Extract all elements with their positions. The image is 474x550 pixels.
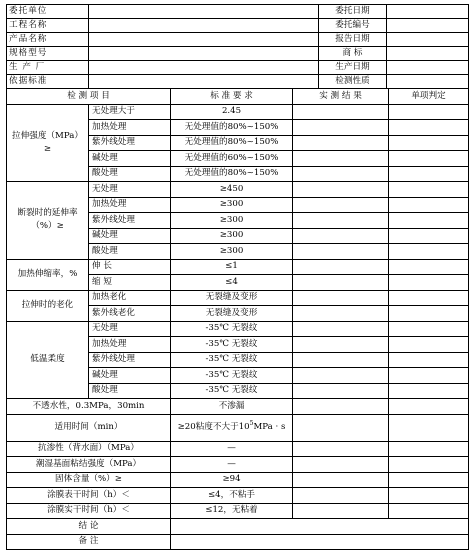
wet-bond-strength-label: 潮湿基面粘结强度（MPa）	[7, 457, 171, 473]
judgement-cell	[389, 503, 469, 519]
heat-stretch-label: 加热伸缩率，%	[7, 259, 89, 290]
product-name-label: 产品名称	[7, 33, 89, 47]
standard-cell: -35℃ 无裂纹	[171, 352, 293, 368]
product-name-value	[89, 33, 319, 47]
trademark-label: 商 标	[319, 47, 387, 61]
standard-cell: ≤12，无粘着	[171, 503, 293, 519]
production-date-label: 生产日期	[319, 61, 387, 75]
table-row	[7, 182, 469, 198]
condition-cell: 加热处理	[89, 120, 171, 136]
standard-cell: 无处理值的80%~150%	[171, 120, 293, 136]
column-header-row	[7, 89, 469, 105]
judgement-cell	[389, 306, 469, 322]
standard-cell: -35℃ 无裂纹	[171, 337, 293, 353]
result-cell	[293, 290, 389, 306]
header-row	[7, 47, 469, 61]
standard-cell: ≤4，不粘手	[171, 488, 293, 504]
remarks-label: 备 注	[7, 534, 171, 550]
standard-cell: 无处理值的80%~150%	[171, 166, 293, 182]
test-nature-label: 检测性质	[319, 75, 387, 89]
condition-cell: 无处理大于	[89, 104, 171, 120]
project-name-label: 工程名称	[7, 19, 89, 33]
condition-cell: 无处理	[89, 321, 171, 337]
table-row	[7, 441, 469, 457]
commission-number-label: 委托编号	[319, 19, 387, 33]
table-row	[7, 414, 469, 441]
condition-cell: 碱处理	[89, 368, 171, 384]
standard-cell: —	[171, 441, 293, 457]
header-row	[7, 75, 469, 89]
judgement-cell	[389, 441, 469, 457]
condition-cell: 碱处理	[89, 228, 171, 244]
condition-cell: 加热老化	[89, 290, 171, 306]
basis-standard-value	[89, 75, 319, 89]
result-cell	[293, 368, 389, 384]
remarks-value	[171, 534, 469, 550]
table-row	[7, 290, 469, 306]
tensile-strength-label: 拉伸强度（MPa）≥	[7, 104, 89, 182]
condition-cell: 酸处理	[89, 244, 171, 260]
standard-cell: ≥300	[171, 197, 293, 213]
result-cell	[293, 244, 389, 260]
judgement-cell	[389, 166, 469, 182]
basis-standard-label: 依据标准	[7, 75, 89, 89]
standard-cell: 无裂缝及变形	[171, 306, 293, 322]
report-header-table	[6, 4, 469, 89]
standard-cell: -35℃ 无裂纹	[171, 321, 293, 337]
result-cell	[293, 488, 389, 504]
condition-cell: 加热处理	[89, 197, 171, 213]
column-header-standard: 标 准 要 求	[171, 89, 293, 105]
header-row	[7, 5, 469, 19]
standard-cell: ≥450	[171, 182, 293, 198]
result-cell	[293, 120, 389, 136]
judgement-cell	[389, 414, 469, 441]
impermeability-label: 不透水性，0.3MPa，30min	[7, 399, 171, 415]
conclusion-value	[171, 519, 469, 535]
standard-cell: ≤1	[171, 259, 293, 275]
production-date-value	[387, 61, 469, 75]
conclusion-label: 结 论	[7, 519, 171, 535]
judgement-cell	[389, 399, 469, 415]
result-cell	[293, 135, 389, 151]
condition-cell: 无处理	[89, 182, 171, 198]
result-cell	[293, 197, 389, 213]
model-spec-label: 规格型号	[7, 47, 89, 61]
condition-cell: 碱处理	[89, 151, 171, 167]
table-row	[7, 472, 469, 488]
report-date-value	[387, 33, 469, 47]
result-cell	[293, 259, 389, 275]
conclusion-row	[7, 519, 469, 535]
condition-cell: 伸 长	[89, 259, 171, 275]
standard-cell: 无处理值的80%~150%	[171, 135, 293, 151]
standard-cell: ≤4	[171, 275, 293, 291]
result-cell	[293, 399, 389, 415]
result-cell	[293, 337, 389, 353]
judgement-cell	[389, 197, 469, 213]
stretch-aging-label: 拉伸时的老化	[7, 290, 89, 321]
result-cell	[293, 472, 389, 488]
working-time-label: 适用时间（min）	[7, 414, 171, 441]
result-cell	[293, 457, 389, 473]
result-cell	[293, 275, 389, 291]
working-time-std-suffix: MPa · s	[253, 422, 286, 433]
working-time-std-prefix: ≥20粘度不大于10	[177, 422, 250, 433]
judgement-cell	[389, 104, 469, 120]
manufacturer-label: 生 产 厂	[7, 61, 89, 75]
judgement-cell	[389, 352, 469, 368]
standard-cell: -35℃ 无裂纹	[171, 368, 293, 384]
table-row	[7, 488, 469, 504]
model-spec-value	[89, 47, 319, 61]
standard-cell: 无裂缝及变形	[171, 290, 293, 306]
result-cell	[293, 441, 389, 457]
judgement-cell	[389, 368, 469, 384]
commission-date-value	[387, 5, 469, 19]
judgement-cell	[389, 182, 469, 198]
surface-dry-time-label: 涂膜表干时间（h）＜	[7, 488, 171, 504]
judgement-cell	[389, 135, 469, 151]
condition-cell: 紫外线老化	[89, 306, 171, 322]
judgement-cell	[389, 290, 469, 306]
condition-cell: 缩 短	[89, 275, 171, 291]
table-row	[7, 259, 469, 275]
judgement-cell	[389, 337, 469, 353]
working-time-std-exponent: 5	[249, 420, 254, 428]
standard-cell: —	[171, 457, 293, 473]
column-header-judgement: 单项判定	[389, 89, 469, 105]
table-row	[7, 503, 469, 519]
judgement-cell	[389, 228, 469, 244]
trademark-value	[387, 47, 469, 61]
condition-cell: 加热处理	[89, 337, 171, 353]
judgement-cell	[389, 244, 469, 260]
project-name-value	[89, 19, 319, 33]
elongation-label: 断裂时的延伸率（%）≥	[7, 182, 89, 260]
manufacturer-value	[89, 61, 319, 75]
standard-cell: ≥300	[171, 213, 293, 229]
solid-content-label: 固体含量（%）≥	[7, 472, 171, 488]
standard-cell: 2.45	[171, 104, 293, 120]
client-unit-value	[89, 5, 319, 19]
remarks-row	[7, 534, 469, 550]
judgement-cell	[389, 151, 469, 167]
result-cell	[293, 166, 389, 182]
standard-cell: 不渗漏	[171, 399, 293, 415]
standard-cell: ≥300	[171, 244, 293, 260]
commission-date-label: 委托日期	[319, 5, 387, 19]
result-cell	[293, 228, 389, 244]
test-nature-value	[387, 75, 469, 89]
judgement-cell	[389, 321, 469, 337]
test-items-table	[6, 88, 469, 550]
anti-seepage-label: 抗渗性（背水面）（MPa）	[7, 441, 171, 457]
judgement-cell	[389, 488, 469, 504]
judgement-cell	[389, 259, 469, 275]
result-cell	[293, 503, 389, 519]
judgement-cell	[389, 383, 469, 399]
judgement-cell	[389, 120, 469, 136]
table-row	[7, 321, 469, 337]
result-cell	[293, 321, 389, 337]
test-report-sheet	[6, 4, 468, 547]
condition-cell: 酸处理	[89, 383, 171, 399]
client-unit-label: 委托单位	[7, 5, 89, 19]
judgement-cell	[389, 457, 469, 473]
column-header-result: 实 测 结 果	[293, 89, 389, 105]
table-row	[7, 399, 469, 415]
result-cell	[293, 352, 389, 368]
table-row	[7, 104, 469, 120]
table-row	[7, 457, 469, 473]
judgement-cell	[389, 275, 469, 291]
hard-dry-time-label: 涂膜实干时间（h）＜	[7, 503, 171, 519]
result-cell	[293, 306, 389, 322]
column-header-item: 检 测 项 目	[7, 89, 171, 105]
report-date-label: 报告日期	[319, 33, 387, 47]
standard-cell	[171, 414, 293, 441]
condition-cell: 酸处理	[89, 166, 171, 182]
standard-cell: ≥94	[171, 472, 293, 488]
commission-number-value	[387, 19, 469, 33]
header-row	[7, 61, 469, 75]
standard-cell: 无处理值的60%~150%	[171, 151, 293, 167]
standard-cell: ≥300	[171, 228, 293, 244]
result-cell	[293, 213, 389, 229]
condition-cell: 紫外线处理	[89, 135, 171, 151]
header-row	[7, 33, 469, 47]
result-cell	[293, 182, 389, 198]
result-cell	[293, 414, 389, 441]
condition-cell: 紫外线处理	[89, 352, 171, 368]
result-cell	[293, 383, 389, 399]
result-cell	[293, 151, 389, 167]
result-cell	[293, 104, 389, 120]
low-temp-flexibility-label: 低温柔度	[7, 321, 89, 399]
header-row	[7, 19, 469, 33]
standard-cell: -35℃ 无裂纹	[171, 383, 293, 399]
condition-cell: 紫外线处理	[89, 213, 171, 229]
judgement-cell	[389, 213, 469, 229]
judgement-cell	[389, 472, 469, 488]
